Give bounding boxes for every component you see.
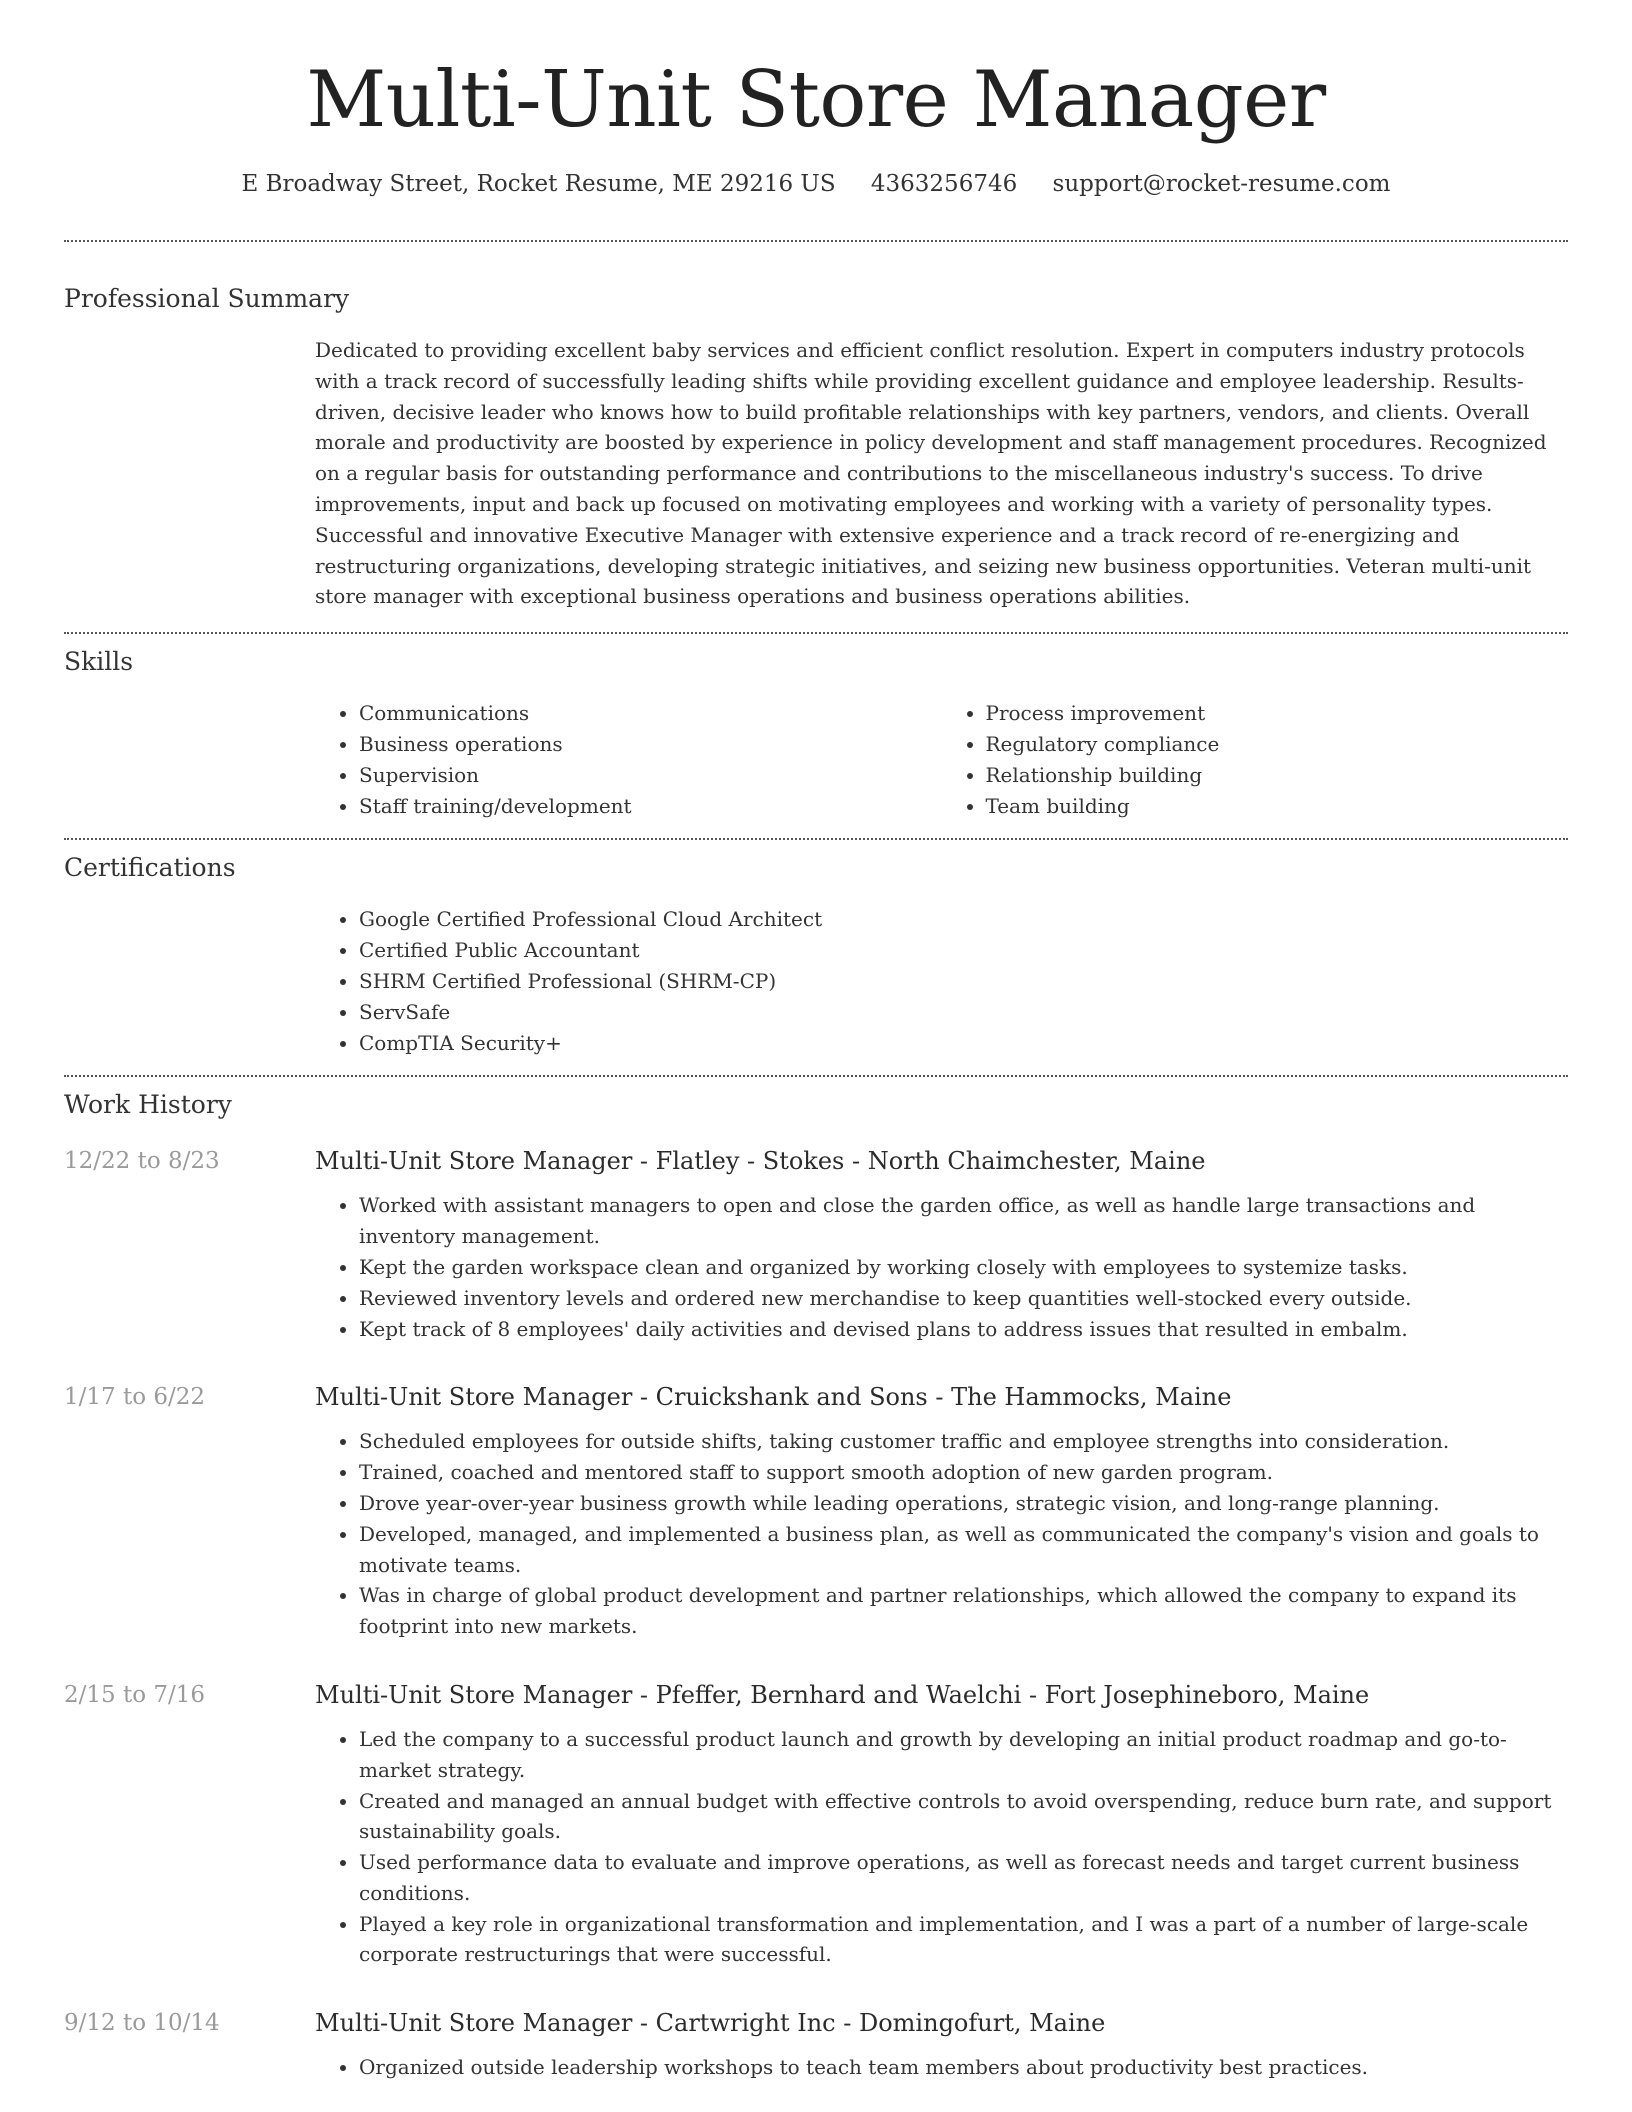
job-entry [64, 1380, 1568, 1642]
job-entry [64, 2006, 1568, 2083]
certification-item: • ServSafe [359, 997, 1568, 1028]
job-body [315, 1678, 1568, 1970]
job-bullet: • Kept the garden workspace clean and organized by working closely with employees to systemize tasks. [359, 1252, 1568, 1283]
job-bullet: • Scheduled employees for outside shifts, taking customer traffic and employee strengths into consideration. [359, 1426, 1568, 1457]
certification-item: • CompTIA Security+ [359, 1028, 1568, 1059]
summary-body [315, 335, 1568, 612]
job-body [315, 2006, 1568, 2083]
skills-grid [315, 698, 1568, 821]
skills-list-right [942, 698, 1569, 821]
job-date: 1/17 to 6/22 [64, 1384, 206, 1411]
skills-section [64, 634, 1568, 821]
certification-item: • Google Certified Professional Cloud Architect [359, 904, 1568, 935]
section-title-work-history: Work History [64, 1090, 232, 1120]
job-bullet: • Was in charge of global product development and partner relationships, which allowed the company to expand its footprint into new markets. [359, 1580, 1568, 1642]
section-title-certifications: Certifications [64, 853, 236, 883]
job-date: 9/12 to 10/14 [64, 2010, 220, 2037]
skill-item: • Communications [359, 698, 942, 729]
skill-item: • Business operations [359, 729, 942, 760]
job-bullet: • Created and managed an annual budget with effective controls to avoid overspending, reduce burn rate, and support sustainability goals. [359, 1786, 1568, 1848]
job-bullet: • Led the company to a successful product launch and growth by developing an initial product roadmap and go-to-market strategy. [359, 1724, 1568, 1786]
job-bullets [315, 1426, 1568, 1642]
job-bullet: • Drove year-over-year business growth while leading operations, strategic vision, and long-range planning. [359, 1488, 1568, 1519]
skill-item: • Process improvement [986, 698, 1569, 729]
work-history-section [64, 1077, 1568, 2083]
job-title: Multi-Unit Store Manager - Cruickshank and Sons - The Hammocks, Maine [315, 1383, 1232, 1412]
job-bullets [315, 1724, 1568, 1970]
contact-phone: 4363256746 [870, 171, 1018, 197]
job-bullet: • Trained, coached and mentored staff to support smooth adoption of new garden program. [359, 1457, 1568, 1488]
job-bullet: • Used performance data to evaluate and improve operations, as well as forecast needs and target current business conditions. [359, 1847, 1568, 1909]
certification-item: • SHRM Certified Professional (SHRM-CP) [359, 966, 1568, 997]
skill-item: • Team building [986, 791, 1569, 822]
section-title-summary: Professional Summary [64, 284, 350, 313]
skill-item: • Relationship building [986, 760, 1569, 791]
job-bullet: • Worked with assistant managers to open and close the garden office, as well as handle large transactions and inventory management. [359, 1190, 1568, 1252]
job-title: Multi-Unit Store Manager - Pfeffer, Bernhard and Waelchi - Fort Josephineboro, Maine [315, 1680, 1370, 1709]
job-body [315, 1380, 1568, 1642]
summary-section [64, 242, 1568, 612]
job-entry [64, 1678, 1568, 1970]
job-bullet: • Reviewed inventory levels and ordered new merchandise to keep quantities well-stocked every outside. [359, 1283, 1568, 1314]
job-title: Multi-Unit Store Manager - Cartwright Inc - Domingofurt, Maine [315, 2009, 1106, 2038]
job-bullets [315, 1190, 1568, 1344]
skill-item: • Regulatory compliance [986, 729, 1569, 760]
resume-header [0, 0, 1632, 200]
job-bullet: • Developed, managed, and implemented a business plan, as well as communicated the company's vision and goals to motivate teams. [359, 1519, 1568, 1581]
job-bullets [315, 2052, 1568, 2083]
skill-item: • Supervision [359, 760, 942, 791]
certifications-section [64, 840, 1568, 1058]
job-date: 12/22 to 8/23 [64, 1148, 220, 1175]
certification-item: • Certified Public Accountant [359, 935, 1568, 966]
job-bullet: • Organized outside leadership workshops to teach team members about productivity best practices. [359, 2052, 1568, 2083]
candidate-name: Multi-Unit Store Manager [306, 55, 1326, 145]
skill-item: • Staff training/development [359, 791, 942, 822]
job-date: 2/15 to 7/16 [64, 1681, 206, 1708]
summary-text: Dedicated to providing excellent baby services and efficient conflict resolution. Expert in computers industry protocols with a track record of successfully leading shifts while providing excellent guidance and employee leadership. Results-driven, decisive leader who knows how to build profitable relationships with key partners, vendors, and clients. Overall morale and productivity are boosted by experience in policy development and staff management procedures. Recognized on a regular basis for outstanding performance and contributions to the miscellaneous industry's success. To drive improvements, input and back up focused on motivating employees and working with a variety of personality types. Successful and innovative Executive Manager with extensive experience and a track record of re-energizing and restructuring organizations, developing strategic initiatives, and seizing new business opportunities. Veteran multi-unit store manager with exceptional business operations and business operations abilities. [315, 338, 1547, 609]
job-title: Multi-Unit Store Manager - Flatley - Stokes - North Chaimchester, Maine [315, 1147, 1206, 1176]
section-title-skills: Skills [64, 647, 134, 677]
job-bullet: • Kept track of 8 employees' daily activities and devised plans to address issues that resulted in embalm. [359, 1314, 1568, 1345]
resume-content [64, 240, 1568, 2083]
skills-list-left [315, 698, 942, 821]
contact-line [0, 168, 1632, 200]
job-body [315, 1144, 1568, 1344]
contact-address: E Broadway Street, Rocket Resume, ME 29216 US [241, 171, 836, 197]
certifications-list [315, 904, 1568, 1058]
job-bullet: • Played a key role in organizational transformation and implementation, and I was a part of a number of large-scale corporate restructurings that were successful. [359, 1909, 1568, 1971]
certifications-body [315, 904, 1568, 1058]
contact-email: support@rocket-resume.com [1052, 171, 1391, 197]
job-entry [64, 1144, 1568, 1344]
